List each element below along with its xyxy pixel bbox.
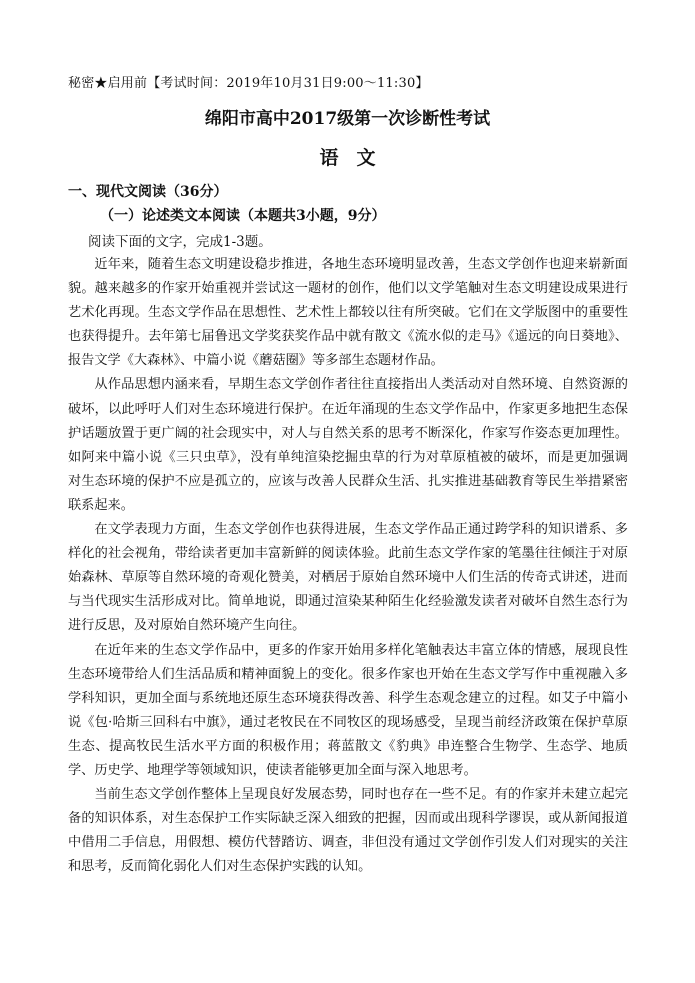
passage-paragraph: 在近年来的生态文学作品中，更多的作家开始用多样化笔触表达丰富立体的情感，展现良性生态环境带给人们生活品质和精神面貌上的变化。很多作家也开始在生态文学写作中重视融入多学科知识，更加全面与系统地还原生态环境获得改善、科学生态观念建立的过程。如艾子中篇小说《包·哈斯三回科右中旗》，通过老牧民在不同牧区的现场感受，呈现当前经济政策在保护草原生态、提高牧民生活水平方面的积极作用；蒋蓝散文《豹典》串连整合生物学、生态学、地质学、历史学、地理学等领域知识，使读者能够更加全面与深入地思考。 [68, 642, 628, 778]
reading-instruction: 阅读下面的文字，完成1-3题。 [88, 234, 272, 250]
passage-paragraph: 在文学表现力方面，生态文学创作也获得进展，生态文学作品正通过跨学科的知识谱系、多样化的社会视角，带给读者更加丰富新鲜的阅读体验。此前生态文学作家的笔墨往往倾注于对原始森林、草原等自然环境的奇观化赞美，对栖居于原始自然环境中人们生活的传奇式讲述，进而与当代现实生活形成对比。简单地说，即通过渲染某种陌生化经验激发读者对破坏自然生态行为进行反思，及对原始自然环境产生向往。 [68, 522, 628, 634]
subject-heading: 语文 [319, 147, 394, 169]
section-heading: 一、现代文阅读（36分） [68, 184, 228, 200]
exam-header-note: 秘密★启用前【考试时间：2019年10月31日9:00～11:30】 [68, 76, 429, 91]
passage-body [68, 253, 628, 879]
page-title: 绵阳市高中2017级第一次诊断性考试 [204, 109, 491, 129]
passage-paragraph: 近年来，随着生态文明建设稳步推进，各地生态环境明显改善，生态文学创作也迎来崭新面貌。越来越多的作家开始重视并尝试这一题材的创作，他们以文学笔触对生态文明建设成果进行艺术化再现。生态文学作品在思想性、艺术性上都较以往有所突破。它们在文学版图中的重要性也获得提升。去年第七届鲁迅文学奖获奖作品中就有散文《流水似的走马》《遥远的向日葵地》、报告文学《大森林》、中篇小说《蘑菇圈》等多部生态题材作品。 [68, 257, 628, 369]
subsection-heading: （一）论述类文本阅读（本题共3小题，9分） [100, 208, 386, 224]
passage-paragraph: 从作品思想内涵来看，早期生态文学创作者往往直接指出人类活动对自然环境、自然资源的破坏，以此呼吁人们对生态环境进行保护。在近年涌现的生态文学作品中，作家更多地把生态保护话题放置于更广阔的社会现实中，对人与自然关系的思考不断深化，作家写作姿态更加理性。如阿来中篇小说《三只虫草》，没有单纯渲染挖掘虫草的行为对草原植被的破坏，而是更加强调对生态环境的保护不应是孤立的，应该与改善人民群众生活、扎实推进基础教育等民生举措紧密联系起来。 [68, 377, 628, 513]
passage-paragraph: 当前生态文学创作整体上呈现良好发展态势，同时也存在一些不足。有的作家并未建立起完备的知识体系，对生态保护工作实际缺乏深入细致的把握，因而或出现科学谬误，或从新闻报道中借用二手信息，用假想、模仿代替踏访、调查，非但没有通过文学创作引发人们对现实的关注和思考，反而简化弱化人们对生态保护实践的认知。 [68, 787, 628, 875]
